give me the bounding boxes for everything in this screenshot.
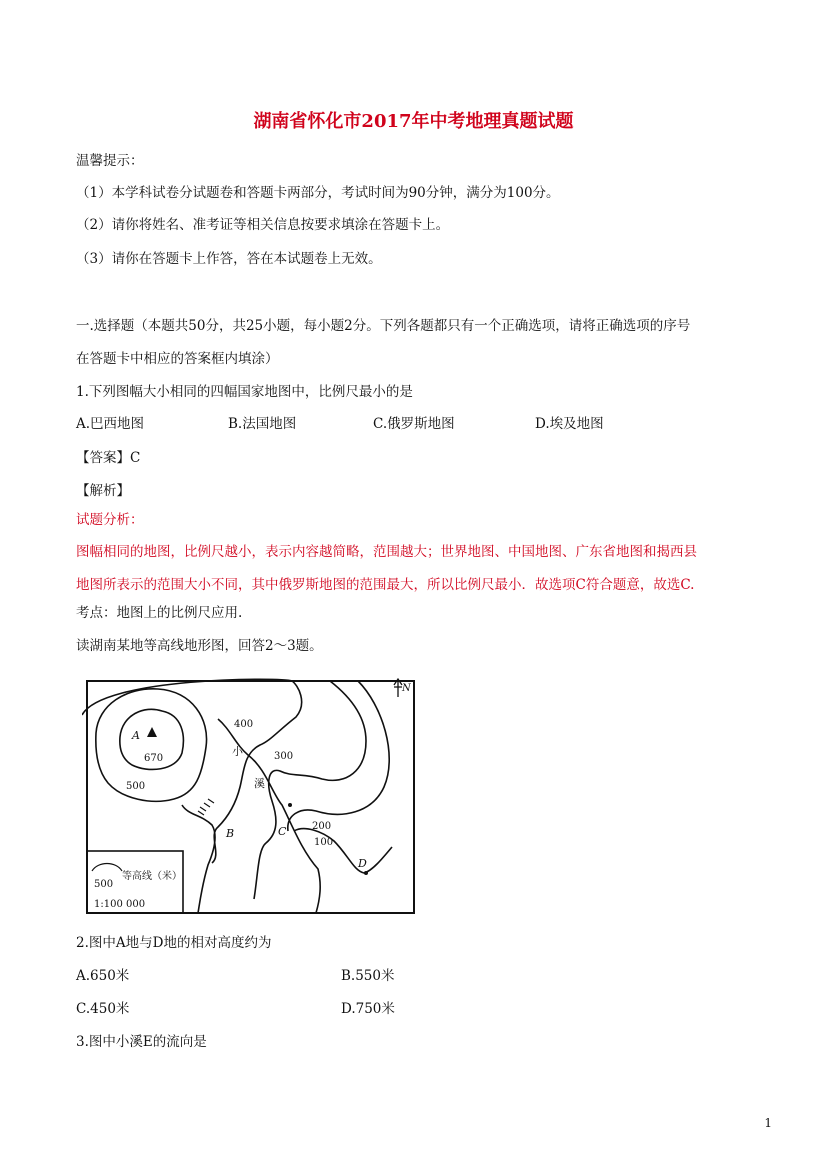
q1-stem: 1.下列图幅大小相同的四幅国家地图中，比例尺最小的是 (76, 384, 413, 400)
contour-map (82, 675, 418, 915)
label-peak-elevation: 670 (144, 753, 164, 764)
legend-value: 500 (94, 879, 114, 890)
contour-400 (82, 679, 302, 863)
q1-analysis-heading: 试题分析： (76, 512, 144, 528)
page-title: 湖南省怀化市2017年中考地理真题试题 (253, 111, 574, 132)
contour-500 (96, 689, 207, 801)
page-number: 1 (764, 1116, 772, 1130)
legend-text: 等高线（米） (122, 871, 182, 882)
notice-item-3: （3）请你在答题卡上作答，答在本试题卷上无效。 (76, 251, 382, 267)
peak-triangle-icon (147, 727, 157, 737)
cliff-hatch (198, 799, 214, 815)
map-scale: 1:100 000 (94, 899, 146, 910)
label-stream-1: 小 (232, 745, 243, 758)
q2-option-c: C.450米 (76, 1001, 130, 1017)
q1-option-c: C.俄罗斯地图 (373, 416, 455, 432)
contour-300 (254, 681, 366, 899)
contour-100 (294, 829, 392, 873)
label-point-c: C (278, 825, 287, 838)
section-header-line1: 一.选择题（本题共50分，共25小题，每小题2分。下列各题都只有一个正确选项，请将正确选项的序号 (76, 318, 691, 334)
stream-branch (182, 805, 215, 913)
contour-200 (288, 681, 389, 831)
notice-item-1: （1）本学科试卷分试题卷和答题卡两部分，考试时间为90分钟，满分为100分。 (76, 185, 560, 201)
q2-option-d: D.750米 (341, 1001, 395, 1017)
q1-option-d: D.埃及地图 (535, 416, 604, 432)
point-c-marker (288, 803, 292, 807)
notice-heading: 温馨提示： (76, 153, 144, 169)
q3-stem: 3.图中小溪E的流向是 (76, 1034, 207, 1050)
point-d-marker (364, 871, 368, 875)
q1-option-a: A.巴西地图 (76, 416, 145, 432)
q2-option-a: A.650米 (76, 968, 130, 984)
q1-option-b: B.法国地图 (228, 416, 297, 432)
q1-analysis-label: 【解析】 (76, 483, 130, 499)
label-contour-100: 100 (314, 837, 334, 848)
label-point-d: D (358, 857, 367, 870)
north-label: N (402, 683, 411, 694)
q1-answer: 【答案】C (76, 450, 141, 466)
legend-contour-icon (92, 864, 122, 872)
q1-kaodian: 考点：地图上的比例尺应用. (76, 605, 243, 621)
label-contour-200: 200 (312, 821, 332, 832)
q1-analysis-line2: 地图所表示的范围大小不同，其中俄罗斯地图的范围最大，所以比例尺最小．故选项C符合题意，故选C. (76, 577, 695, 593)
label-contour-500: 500 (126, 781, 146, 792)
section-header-line2: 在答题卡中相应的答案框内填涂） (76, 351, 279, 367)
label-point-b: B (226, 827, 235, 840)
q2-stem: 2.图中A地与D地的相对高度约为 (76, 935, 272, 951)
q2-option-b: B.550米 (341, 968, 395, 984)
read-prompt: 读湖南某地等高线地形图，回答2～3题。 (76, 638, 323, 654)
label-peak-a: A (132, 729, 140, 742)
q1-analysis-line1: 图幅相同的地图，比例尺越小，表示内容越简略，范围越大；世界地图、中国地图、广东省地图和揭西县 (76, 544, 697, 560)
notice-item-2: （2）请你将姓名、准考证等相关信息按要求填涂在答题卡上。 (76, 217, 450, 233)
label-contour-400: 400 (234, 719, 254, 730)
label-contour-300: 300 (274, 751, 294, 762)
label-stream-2: 溪 (254, 777, 265, 790)
